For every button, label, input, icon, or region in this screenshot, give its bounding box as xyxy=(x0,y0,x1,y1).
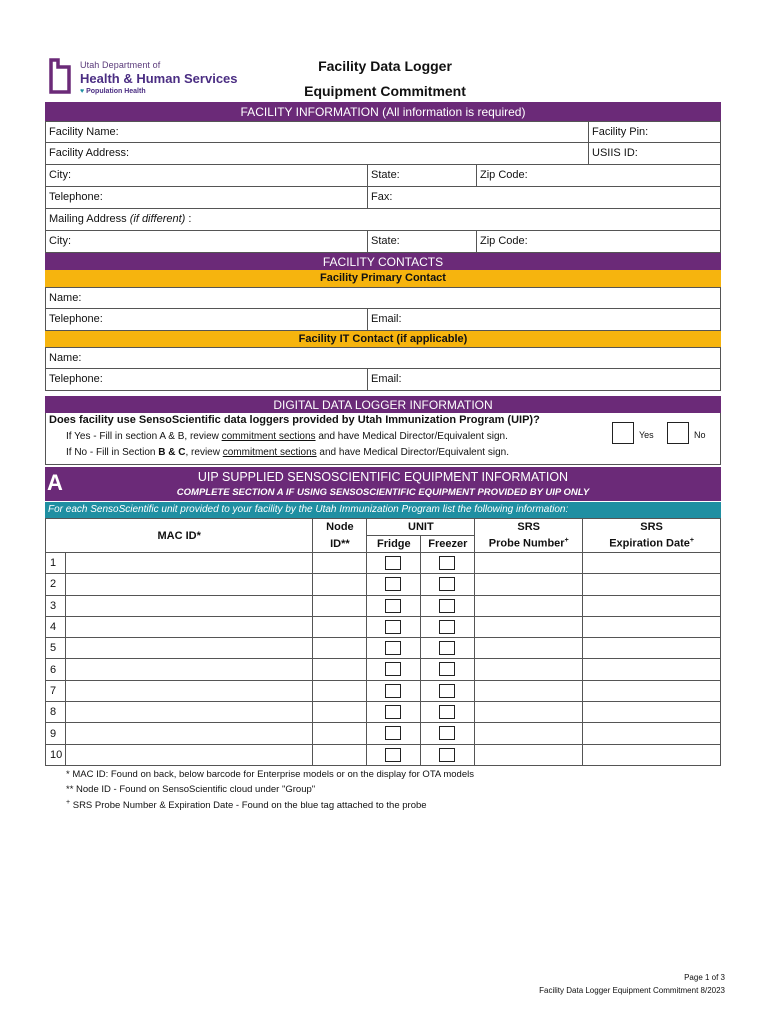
node-id-cell[interactable] xyxy=(313,616,367,637)
freezer-cell xyxy=(421,723,475,744)
fridge-cell xyxy=(367,723,421,744)
yes-label: Yes xyxy=(639,430,654,440)
expiration-date-cell[interactable] xyxy=(583,574,721,595)
section-a-letter: A xyxy=(47,470,63,495)
no-checkbox[interactable] xyxy=(667,422,689,444)
freezer-cell xyxy=(421,702,475,723)
row-primary-phone xyxy=(45,309,721,331)
primary-telephone-field[interactable]: Telephone: xyxy=(49,313,103,325)
fridge-checkbox[interactable] xyxy=(385,556,401,570)
mailing-address-field[interactable]: Mailing Address (if different) : xyxy=(49,213,192,225)
section-a-subtitle: COMPLETE SECTION A IF USING SENSOSCIENTIFIC EQUIPMENT PROVIDED BY UIP ONLY xyxy=(176,487,590,498)
expiration-date-cell[interactable] xyxy=(583,723,721,744)
row-number: 7 xyxy=(46,680,66,701)
probe-number-cell[interactable] xyxy=(475,702,583,723)
commitment-sections-link[interactable]: commitment sections xyxy=(221,431,316,442)
expiration-date-cell[interactable] xyxy=(583,702,721,723)
city-2-field[interactable]: City: xyxy=(49,235,71,247)
state-field[interactable]: State: xyxy=(367,165,476,186)
expiration-date-cell[interactable] xyxy=(583,553,721,574)
contacts-header: FACILITY CONTACTS xyxy=(45,253,721,270)
freezer-checkbox[interactable] xyxy=(439,641,455,655)
probe-number-cell[interactable] xyxy=(475,574,583,595)
fridge-cell xyxy=(367,616,421,637)
freezer-cell xyxy=(421,744,475,765)
ddl-question-box xyxy=(45,413,721,465)
col-node-id-1: Node xyxy=(313,519,367,536)
row-city-2 xyxy=(45,231,721,253)
freezer-cell xyxy=(421,574,475,595)
logo-division: ♥ Population Health xyxy=(80,88,146,95)
facility-info-header: FACILITY INFORMATION (All information is required) xyxy=(45,102,721,121)
row-number: 9 xyxy=(46,723,66,744)
row-number: 2 xyxy=(46,574,66,595)
ddl-question: Does facility use SensoScientific data loggers provided by Utah Immunization Program (UIP)? xyxy=(49,414,540,426)
row-number: 8 xyxy=(46,702,66,723)
fridge-cell xyxy=(367,744,421,765)
node-id-cell[interactable] xyxy=(313,723,367,744)
fridge-checkbox[interactable] xyxy=(385,641,401,655)
freezer-cell xyxy=(421,595,475,616)
ddl-no-instruction: If No - Fill in Section B & C, review commitment sections and have Medical Director/Equivalent sign. xyxy=(66,447,509,458)
node-id-cell[interactable] xyxy=(313,638,367,659)
it-telephone-field[interactable]: Telephone: xyxy=(49,373,103,385)
facility-pin-field[interactable]: Facility Pin: xyxy=(588,122,722,142)
fridge-cell xyxy=(367,574,421,595)
mac-id-cell[interactable] xyxy=(65,702,312,723)
mac-id-cell[interactable] xyxy=(65,659,312,680)
zip-2-field[interactable]: Zip Code: xyxy=(476,231,722,252)
table-row xyxy=(46,595,721,616)
primary-contact-header: Facility Primary Contact xyxy=(45,270,721,287)
primary-name-field[interactable]: Name: xyxy=(49,292,82,304)
footnote-mac: * MAC ID: Found on back, below barcode for Enterprise models or on the display for OTA models xyxy=(66,769,474,780)
node-id-cell[interactable] xyxy=(313,553,367,574)
mac-id-cell[interactable] xyxy=(65,723,312,744)
fridge-checkbox[interactable] xyxy=(385,726,401,740)
fridge-cell xyxy=(367,702,421,723)
freezer-checkbox[interactable] xyxy=(439,620,455,634)
row-it-name xyxy=(45,347,721,369)
mac-id-cell[interactable] xyxy=(65,744,312,765)
fridge-checkbox[interactable] xyxy=(385,620,401,634)
probe-number-cell[interactable] xyxy=(475,744,583,765)
zip-field[interactable]: Zip Code: xyxy=(476,165,722,186)
fridge-cell xyxy=(367,638,421,659)
row-number: 4 xyxy=(46,616,66,637)
row-number: 3 xyxy=(46,595,66,616)
freezer-cell xyxy=(421,638,475,659)
fridge-checkbox[interactable] xyxy=(385,577,401,591)
col-probe-number: Probe Number+ xyxy=(475,536,583,553)
expiration-date-cell[interactable] xyxy=(583,616,721,637)
col-expiration-date: Expiration Date+ xyxy=(583,536,721,553)
freezer-cell xyxy=(421,553,475,574)
mac-id-cell[interactable] xyxy=(65,574,312,595)
node-id-cell[interactable] xyxy=(313,595,367,616)
node-id-cell[interactable] xyxy=(313,659,367,680)
expiration-date-cell[interactable] xyxy=(583,659,721,680)
fridge-checkbox[interactable] xyxy=(385,705,401,719)
mac-id-cell[interactable] xyxy=(65,638,312,659)
table-row xyxy=(46,638,721,659)
expiration-date-cell[interactable] xyxy=(583,744,721,765)
fridge-cell xyxy=(367,680,421,701)
row-number: 5 xyxy=(46,638,66,659)
col-srs-1: SRS xyxy=(475,519,583,536)
probe-number-cell[interactable] xyxy=(475,616,583,637)
row-city xyxy=(45,165,721,187)
freezer-checkbox[interactable] xyxy=(439,662,455,676)
freezer-checkbox[interactable] xyxy=(439,577,455,591)
row-primary-name xyxy=(45,287,721,309)
expiration-date-cell[interactable] xyxy=(583,595,721,616)
row-mailing xyxy=(45,209,721,231)
usiis-id-field[interactable]: USIIS ID: xyxy=(588,143,722,164)
probe-number-cell[interactable] xyxy=(475,553,583,574)
table-row xyxy=(46,702,721,723)
facility-name-field[interactable]: Facility Name: xyxy=(49,126,119,138)
primary-email-field[interactable]: Email: xyxy=(367,309,722,330)
freezer-checkbox[interactable] xyxy=(439,705,455,719)
page-number: Page 1 of 3 xyxy=(684,973,725,982)
logo-name: Health & Human Services xyxy=(80,71,238,86)
it-email-field[interactable]: Email: xyxy=(367,369,722,390)
freezer-checkbox[interactable] xyxy=(439,748,455,762)
section-a-header xyxy=(45,467,721,501)
probe-number-cell[interactable] xyxy=(475,595,583,616)
node-id-cell[interactable] xyxy=(313,744,367,765)
state-2-field[interactable]: State: xyxy=(367,231,476,252)
node-id-cell[interactable] xyxy=(313,574,367,595)
section-a-instruction: For each SensoScientific unit provided to your facility by the Utah Immunization Program list the following information: xyxy=(45,502,721,518)
table-row xyxy=(46,553,721,574)
node-id-cell[interactable] xyxy=(313,680,367,701)
ddl-header: DIGITAL DATA LOGGER INFORMATION xyxy=(45,396,721,413)
fridge-checkbox[interactable] xyxy=(385,599,401,613)
yes-checkbox[interactable] xyxy=(612,422,634,444)
fridge-cell xyxy=(367,595,421,616)
fridge-checkbox[interactable] xyxy=(385,684,401,698)
heart-icon: ♥ xyxy=(80,88,85,95)
col-unit: UNIT xyxy=(367,519,475,536)
col-node-id-2: ID** xyxy=(313,536,367,553)
row-facility-name xyxy=(45,121,721,143)
freezer-cell xyxy=(421,616,475,637)
fridge-checkbox[interactable] xyxy=(385,748,401,762)
node-id-cell[interactable] xyxy=(313,702,367,723)
page-subtitle: Equipment Commitment xyxy=(304,83,466,99)
row-telephone xyxy=(45,187,721,209)
freezer-checkbox[interactable] xyxy=(439,556,455,570)
table-row xyxy=(46,574,721,595)
table-row xyxy=(46,659,721,680)
no-label: No xyxy=(694,430,706,440)
fridge-checkbox[interactable] xyxy=(385,662,401,676)
facility-address-field[interactable]: Facility Address: xyxy=(49,147,130,159)
expiration-date-cell[interactable] xyxy=(583,638,721,659)
ddl-yes-instruction: If Yes - Fill in section A & B, review commitment sections and have Medical Director/Equivalent sign. xyxy=(66,431,508,442)
it-contact-header: Facility IT Contact (if applicable) xyxy=(45,331,721,347)
footer-doc-title: Facility Data Logger Equipment Commitment 8/2023 xyxy=(539,986,725,995)
freezer-checkbox[interactable] xyxy=(439,684,455,698)
freezer-checkbox[interactable] xyxy=(439,726,455,740)
equipment-table xyxy=(45,518,721,766)
freezer-checkbox[interactable] xyxy=(439,599,455,613)
mac-id-cell[interactable] xyxy=(65,595,312,616)
fridge-cell xyxy=(367,553,421,574)
footnote-srs: + SRS Probe Number & Expiration Date - Found on the blue tag attached to the probe xyxy=(66,799,427,812)
fax-field[interactable]: Fax: xyxy=(367,187,722,208)
mac-id-cell[interactable] xyxy=(65,616,312,637)
table-row xyxy=(46,744,721,765)
telephone-field[interactable]: Telephone: xyxy=(49,191,103,203)
logo-dept: Utah Department of xyxy=(80,60,161,70)
table-row xyxy=(46,680,721,701)
row-facility-address xyxy=(45,143,721,165)
probe-number-cell[interactable] xyxy=(475,680,583,701)
col-freezer: Freezer xyxy=(421,536,475,553)
probe-number-cell[interactable] xyxy=(475,723,583,744)
fridge-cell xyxy=(367,659,421,680)
col-srs-2: SRS xyxy=(583,519,721,536)
it-name-field[interactable]: Name: xyxy=(49,352,82,364)
row-number: 10 xyxy=(46,744,66,765)
mac-id-cell[interactable] xyxy=(65,553,312,574)
mac-id-cell[interactable] xyxy=(65,680,312,701)
commitment-sections-link-2[interactable]: commitment sections xyxy=(222,447,317,458)
freezer-cell xyxy=(421,659,475,680)
expiration-date-cell[interactable] xyxy=(583,680,721,701)
col-fridge: Fridge xyxy=(367,536,421,553)
section-a-title: UIP SUPPLIED SENSOSCIENTIFIC EQUIPMENT INFORMATION xyxy=(197,470,569,484)
probe-number-cell[interactable] xyxy=(475,638,583,659)
table-row xyxy=(46,723,721,744)
row-number: 1 xyxy=(46,553,66,574)
city-field[interactable]: City: xyxy=(49,169,71,181)
col-mac-id: MAC ID* xyxy=(46,519,313,553)
row-it-phone xyxy=(45,369,721,391)
row-number: 6 xyxy=(46,659,66,680)
probe-number-cell[interactable] xyxy=(475,659,583,680)
footnote-node: ** Node ID - Found on SensoScientific cloud under "Group" xyxy=(66,784,316,795)
page-title: Facility Data Logger xyxy=(318,58,452,74)
table-row xyxy=(46,616,721,637)
freezer-cell xyxy=(421,680,475,701)
